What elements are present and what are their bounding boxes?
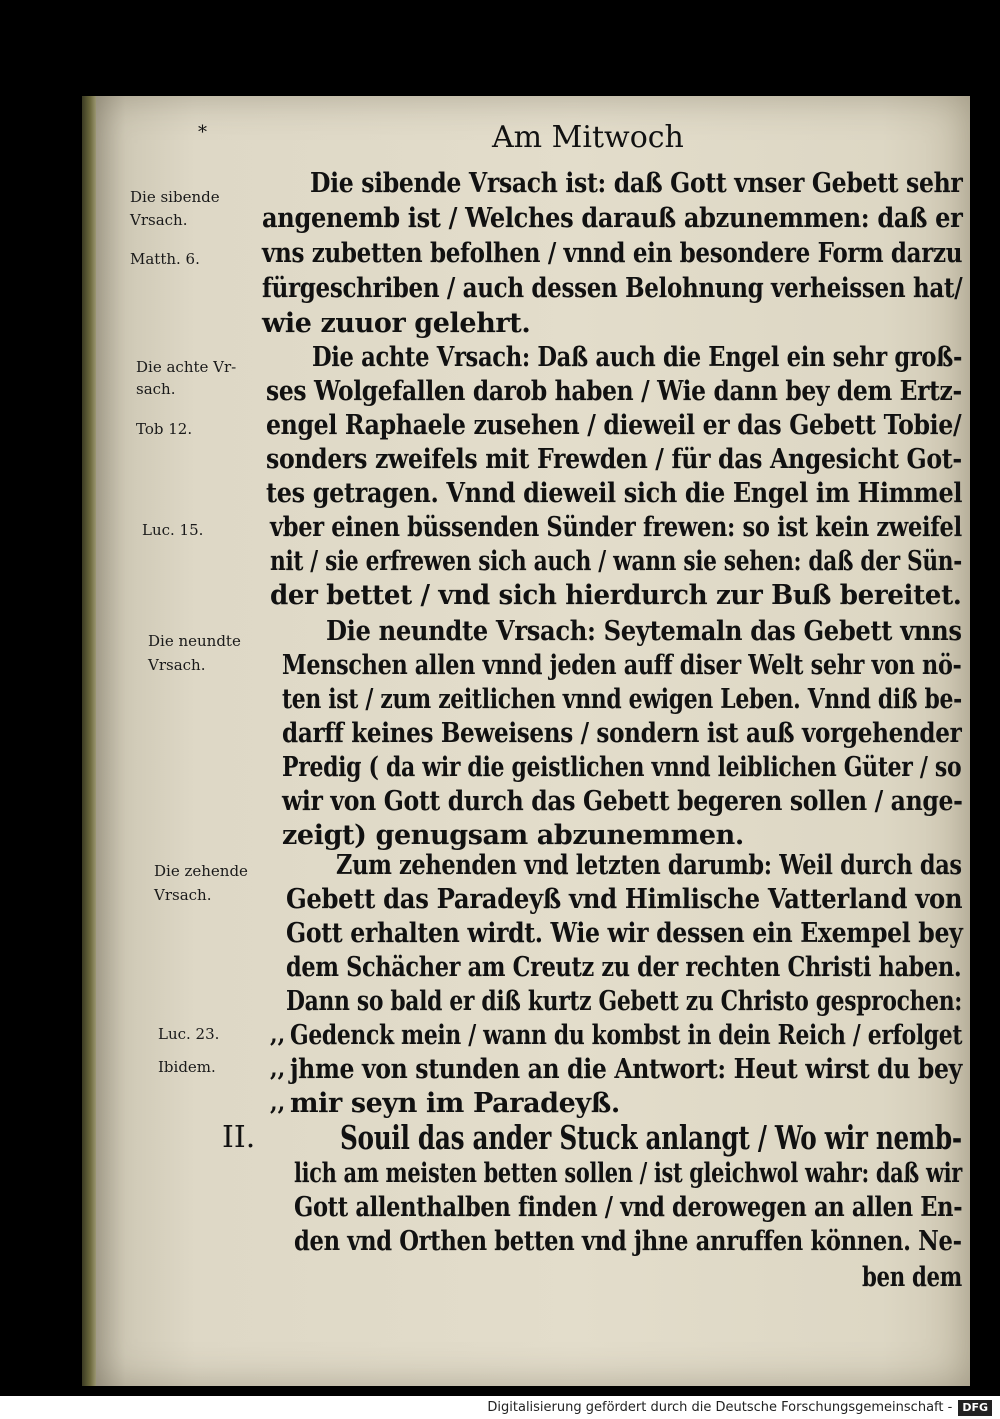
margin-note: Vrsach.: [130, 211, 188, 229]
margin-note: Die sibende: [130, 188, 220, 206]
text-line: tes getragen. Vnnd dieweil sich die Engel im Himmel: [266, 478, 963, 509]
text-line: nit / sie erfrewen sich auch / wann sie sehen: daß der Sün-: [270, 546, 962, 577]
text-line: vber einen büssenden Sünder frewen: so ist kein zweifel: [270, 512, 962, 543]
quote-mark: ,,: [270, 1056, 286, 1082]
text-line: mir seyn im Paradeyß.: [290, 1088, 620, 1119]
margin-note: Tob 12.: [136, 420, 193, 438]
text-line: angenemb ist / Welches darauß abzunemmen: daß er: [262, 203, 963, 234]
text-line: Gedenck mein / wann du kombst in dein Reich / erfolget: [290, 1020, 963, 1051]
text-line: Zum zehenden vnd letzten darumb: Weil durch das: [336, 850, 962, 881]
text-line: Menschen allen vnnd jeden auff diser Welt sehr von nö-: [282, 650, 962, 681]
text-line: engel Raphaele zusehen / dieweil er das Gebett Tobie/: [266, 410, 962, 441]
text-line: Die achte Vrsach: Daß auch die Engel ein sehr groß-: [312, 342, 963, 373]
margin-note: Luc. 15.: [142, 521, 204, 539]
quote-mark: ,,: [270, 1090, 286, 1116]
text-line: lich am meisten betten sollen / ist gleichwol wahr: daß wir: [294, 1158, 962, 1189]
footer-credit: Digitalisierung gefördert durch die Deutsche Forschungsgemeinschaft -: [487, 1400, 953, 1415]
text-line: Gott allenthalben finden / vnd derowegen an allen En-: [294, 1192, 963, 1223]
text-line: den vnd Orthen betten vnd jhne anruffen können. Ne-: [294, 1226, 962, 1257]
catchword: ben dem: [862, 1262, 962, 1293]
text-line: Dann so bald er diß kurtz Gebett zu Christo gesprochen:: [286, 986, 963, 1017]
text-line: zeigt) genugsam abzunemmen.: [282, 820, 744, 851]
text-line: darff keines Beweisens / sondern ist auß vorgehender: [282, 718, 962, 749]
running-header: Am Mitwoch: [492, 120, 684, 155]
text-line: Gott erhalten wirdt. Wie wir dessen ein Exempel bey: [286, 918, 963, 949]
margin-note: Matth. 6.: [130, 250, 200, 268]
text-line: Gebett das Paradeyß vnd Himlische Vatterland von: [286, 884, 963, 915]
text-line: wir von Gott durch das Gebett begeren sollen / ange-: [282, 786, 963, 817]
text-line: sonders zweifels mit Frewden / für das Angesicht Got-: [266, 444, 962, 475]
text-line: jhme von stunden an die Antwort: Heut wirst du bey: [290, 1054, 962, 1085]
margin-note: Vrsach.: [148, 656, 206, 674]
text-line: Die neundte Vrsach: Seytemaln das Gebett vnns: [326, 616, 962, 647]
margin-note: Die zehende: [154, 862, 248, 880]
margin-note: sach.: [136, 380, 176, 398]
text-line: der bettet / vnd sich hierdurch zur Buß bereitet.: [270, 580, 962, 611]
star-mark: *: [198, 122, 207, 143]
margin-note: Die neundte: [148, 632, 241, 650]
margin-note: Die achte Vr-: [136, 358, 237, 376]
quote-mark: ,,: [270, 1022, 286, 1048]
text-line: wie zuuor gelehrt.: [262, 308, 531, 339]
section-numeral: II.: [222, 1120, 256, 1155]
text-line: Souil das ander Stuck anlangt / Wo wir nemb-: [340, 1118, 962, 1157]
margin-note: Vrsach.: [154, 886, 212, 904]
text-line: ten ist / zum zeitlichen vnnd ewigen Leben. Vnnd diß be-: [282, 684, 962, 715]
text-line: vns zubetten befolhen / vnnd ein besondere Form darzu: [262, 238, 963, 269]
text-line: dem Schächer am Creutz zu der rechten Christi haben.: [286, 952, 962, 983]
margin-note: Ibidem.: [158, 1058, 216, 1076]
text-line: fürgeschriben / auch dessen Belohnung verheissen hat/: [262, 273, 963, 304]
text-line: Predig ( da wir die geistlichen vnnd leiblichen Güter / so: [282, 752, 962, 783]
footer-bar: [0, 1396, 1000, 1419]
margin-note: Luc. 23.: [158, 1025, 220, 1043]
text-line: Die sibende Vrsach ist: daß Gott vnser Gebett sehr: [310, 168, 963, 199]
text-line: ses Wolgefallen darob haben / Wie dann bey dem Ertz-: [266, 376, 962, 407]
dfg-logo: DFG: [958, 1400, 992, 1416]
